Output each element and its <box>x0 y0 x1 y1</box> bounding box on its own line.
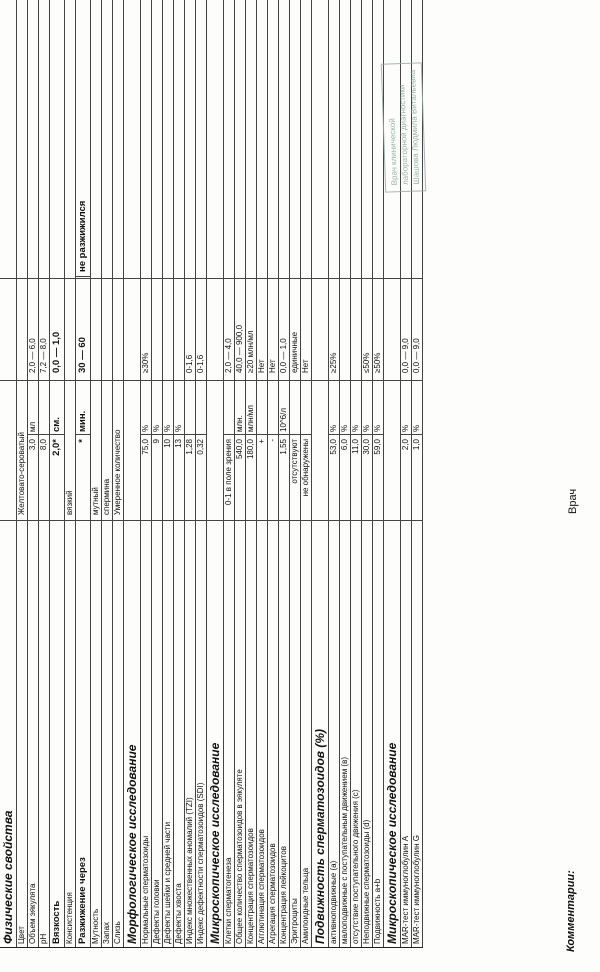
row-micro-7 <box>301 0 312 947</box>
comments-label: Комментарии: <box>565 870 577 952</box>
section-microscopic <box>207 0 224 947</box>
row-micro-6-unit <box>290 390 300 435</box>
row-mar-0-value: 2,0 <box>401 439 410 451</box>
row-micro-0 <box>224 0 235 947</box>
row-odor-name: Запах <box>102 921 111 944</box>
row-micro-0-unit <box>224 390 234 435</box>
row-morph-0-name: Нормальные сперматозоиды <box>141 835 150 944</box>
row-ph-name: pH <box>39 933 48 944</box>
row-viscosity-unit: см. <box>50 390 64 435</box>
row-mar-1-ref: 0,0 — 9,0 <box>412 338 421 373</box>
row-morph-5-name: Индекс дефектности сперматозоидов (SDI) <box>196 782 205 944</box>
row-morph-0-ref: ≥30% <box>141 352 150 373</box>
row-morph-4-value: 1,28 <box>185 439 194 455</box>
row-morph-4 <box>185 0 196 947</box>
row-motility-1-ref <box>340 287 350 377</box>
row-ph-unit <box>39 390 49 435</box>
row-micro-1-value: 540,0 <box>235 439 244 460</box>
row-micro-5-ref: 0,0 — 1,0 <box>279 338 288 373</box>
row-liquefaction-note: не разжижился <box>76 142 90 277</box>
row-consistency-value: вязкий <box>65 490 74 515</box>
section-morphology <box>124 0 141 947</box>
row-mar-0-unit: % <box>401 390 411 435</box>
row-micro-4-name: Агрегация сперматозоидов <box>268 843 277 944</box>
row-ph <box>39 0 50 947</box>
row-micro-7-unit <box>301 390 311 435</box>
row-consistency-name: Консистенция <box>65 892 74 944</box>
row-motility-4-ref: ≥50% <box>373 352 382 373</box>
row-motility-0-unit: % <box>329 390 339 435</box>
row-micro-3-ref: Нет <box>257 359 266 373</box>
row-micro-6-value: отсутствуют <box>290 439 299 484</box>
row-micro-5-value: 1,55 <box>279 439 288 455</box>
row-micro-1-unit: млн. <box>235 390 245 435</box>
row-volume-value: 3,0 <box>28 439 37 451</box>
row-morph-3-unit: % <box>174 390 184 435</box>
section-motility <box>312 0 329 947</box>
row-micro-0-value: 0-1 в поле зрения <box>224 439 233 505</box>
row-micro-2 <box>246 0 257 947</box>
row-consistency <box>65 0 76 947</box>
row-motility-0-value: 53,0 <box>329 439 338 455</box>
row-motility-0-ref: ≥25% <box>329 352 338 373</box>
row-viscosity-name: Вязкость <box>51 900 62 944</box>
grid-line <box>0 278 423 279</box>
row-micro-3-name: Агглютинация сперматозоидов <box>257 829 266 944</box>
row-viscosity <box>50 0 65 947</box>
row-turbidity <box>91 0 102 947</box>
row-morph-2-name: Дефекты шейки и средней части <box>163 821 172 944</box>
row-motility-2-unit: % <box>351 390 361 435</box>
row-morph-2-unit: % <box>163 390 173 435</box>
row-morph-3-name: Дефекты хвоста <box>174 883 183 944</box>
row-micro-0-name: Клетки сперматогенеза <box>224 857 233 944</box>
row-micro-6 <box>290 0 301 947</box>
row-color <box>17 0 28 947</box>
row-micro-7-value: не обнаружены <box>301 439 310 497</box>
row-motility-3-unit: % <box>362 390 372 435</box>
row-micro-1-name: Общее количество сперматозоидов в эякуляте <box>235 769 244 944</box>
grid-line <box>0 380 423 381</box>
row-motility-3-name: Неподвижные сперматозоиды (d) <box>362 819 371 944</box>
row-micro-1-ref: 40,0 — 900,0 <box>235 324 244 373</box>
row-mucus <box>113 0 124 947</box>
row-motility-1-value: 6,0 <box>340 439 349 451</box>
row-micro-7-name: Амилоидные тельца <box>301 867 310 944</box>
row-motility-2-value: 11,0 <box>351 439 360 454</box>
row-mar-1-unit: % <box>412 390 422 435</box>
row-odor-value: спермина <box>102 478 111 515</box>
row-motility-4 <box>373 0 384 947</box>
section-microscopic-title: Микроскопическое исследование <box>208 742 222 944</box>
row-micro-7-ref: Нет <box>301 359 310 373</box>
row-ph-ref: 7,2 — 8,0 <box>39 338 48 373</box>
row-micro-2-name: Концентрация сперматозоидов <box>246 828 255 944</box>
stamp-line-1: Врач клинической <box>387 118 400 186</box>
row-micro-6-name: Эритроциты <box>290 898 299 944</box>
row-micro-4-value: - <box>268 439 277 442</box>
row-morph-0 <box>141 0 152 947</box>
row-morph-1-ref <box>152 287 162 377</box>
doctor-stamp <box>381 63 426 193</box>
row-micro-4 <box>268 0 279 947</box>
stamp-line-2: лабораторной диагностики <box>397 84 410 186</box>
row-mar-1-name: MAR-тест иммуноглобулин G <box>412 835 421 944</box>
row-motility-1-name: малоподвижные с поступательным движением (в) <box>340 756 349 944</box>
row-turbidity-value: мутный <box>91 487 100 515</box>
row-morph-3 <box>174 0 185 947</box>
section-motility-title: Подвижность сперматозоидов (%) <box>313 728 327 944</box>
row-motility-2 <box>351 0 362 947</box>
row-morph-0-value: 75,0 <box>141 439 150 455</box>
row-mar-0-ref: 0,0 — 9,0 <box>401 338 410 373</box>
row-morph-1-unit: % <box>152 390 162 435</box>
row-viscosity-ref: 0,0 — 1,0 <box>51 331 62 373</box>
row-motility-0-name: активноподвижные (a) <box>329 860 338 944</box>
section-microscopic-2-title: Микроскопическое исследование <box>385 742 399 944</box>
row-motility-4-value: 59,0 <box>373 439 382 455</box>
row-turbidity-name: Мутность <box>91 908 100 944</box>
row-micro-4-unit <box>268 390 278 435</box>
row-morph-4-ref: 0-1,6 <box>185 354 194 373</box>
row-micro-3-unit <box>257 390 267 435</box>
row-motility-4-unit: % <box>373 390 383 435</box>
section-morphology-title: Морфологическое исследование <box>125 744 139 944</box>
row-micro-3 <box>257 0 268 947</box>
row-morph-2 <box>163 0 174 947</box>
row-mucus-value: Умеренное количество <box>113 429 122 515</box>
row-morph-5 <box>196 0 207 947</box>
row-morph-5-ref: 0-1,6 <box>196 354 205 373</box>
row-color-value: Желтовато-сероватый <box>17 432 26 515</box>
row-motility-4-name: Подвижность a+b <box>373 878 382 944</box>
row-mar-1-value: 1,0 <box>412 439 421 451</box>
row-motility-0 <box>329 0 340 947</box>
row-morph-1 <box>152 0 163 947</box>
row-liquefaction-unit: мин. <box>76 390 90 435</box>
row-micro-2-value: 180,0 <box>246 439 255 460</box>
section-physical <box>0 0 17 947</box>
row-motility-3 <box>362 0 373 947</box>
row-micro-5-unit: 10^6/л <box>279 390 289 435</box>
row-morph-5-unit <box>196 390 206 435</box>
row-motility-3-value: 30,0 <box>362 439 371 455</box>
row-liquefaction-ref: 30 — 60 <box>77 337 88 373</box>
row-motility-1 <box>340 0 351 947</box>
row-mucus-name: Слизь <box>113 921 122 944</box>
row-liquefaction <box>76 0 91 947</box>
row-liquefaction-value: * <box>77 439 88 443</box>
row-volume-ref: 2,0 — 6,0 <box>28 338 37 373</box>
row-motility-3-ref: ≤50% <box>362 352 371 373</box>
doctor-label: Врач <box>567 488 579 514</box>
row-morph-2-value: 10 <box>163 439 172 448</box>
row-morph-4-unit <box>185 390 195 435</box>
row-morph-1-name: Дефекты головки <box>152 879 161 944</box>
row-micro-2-ref: ≥20 млн/мл <box>246 330 255 373</box>
row-mar-0-name: MAR-тест иммуноглобулин A <box>401 835 410 944</box>
grid-line <box>0 520 423 521</box>
row-micro-5-name: Концентрация лейкоцитов <box>279 845 288 944</box>
row-volume-unit: мл <box>28 390 38 435</box>
row-morph-3-ref <box>174 287 184 377</box>
row-color-name: Цвет <box>17 926 26 944</box>
row-micro-0-ref: 2,0 — 4,0 <box>224 338 233 373</box>
row-micro-2-unit: млн/мл <box>246 390 256 435</box>
row-volume <box>28 0 39 947</box>
row-micro-4-ref: Нет <box>268 359 277 373</box>
row-micro-5 <box>279 0 290 947</box>
row-micro-6-ref: единичные <box>290 331 299 373</box>
row-ph-value: 8,0 <box>39 439 48 451</box>
row-odor <box>102 0 113 947</box>
row-motility-2-name: отсутствие поступательного движения (с) <box>351 789 360 944</box>
row-morph-3-value: 13 <box>174 439 183 448</box>
row-micro-3-value: + <box>257 439 266 444</box>
row-morph-0-unit: % <box>141 390 151 435</box>
row-motility-2-ref <box>351 287 361 377</box>
row-micro-1 <box>235 0 246 947</box>
row-viscosity-value: 2,0* <box>51 439 62 456</box>
row-motility-1-unit: % <box>340 390 350 435</box>
row-liquefaction-name: Разжижение через <box>77 857 88 944</box>
section-physical-title: Физические свойства <box>1 810 15 944</box>
row-morph-2-ref <box>163 287 173 377</box>
row-morph-1-value: 9 <box>152 439 161 444</box>
stamp-line-3: Шашова Людмила Витальевна <box>407 69 421 185</box>
row-volume-name: Объем эякулята <box>28 883 37 944</box>
row-morph-4-name: Индекс множественных аномалий (TZI) <box>185 797 194 944</box>
row-morph-5-value: 0,32 <box>196 439 205 455</box>
